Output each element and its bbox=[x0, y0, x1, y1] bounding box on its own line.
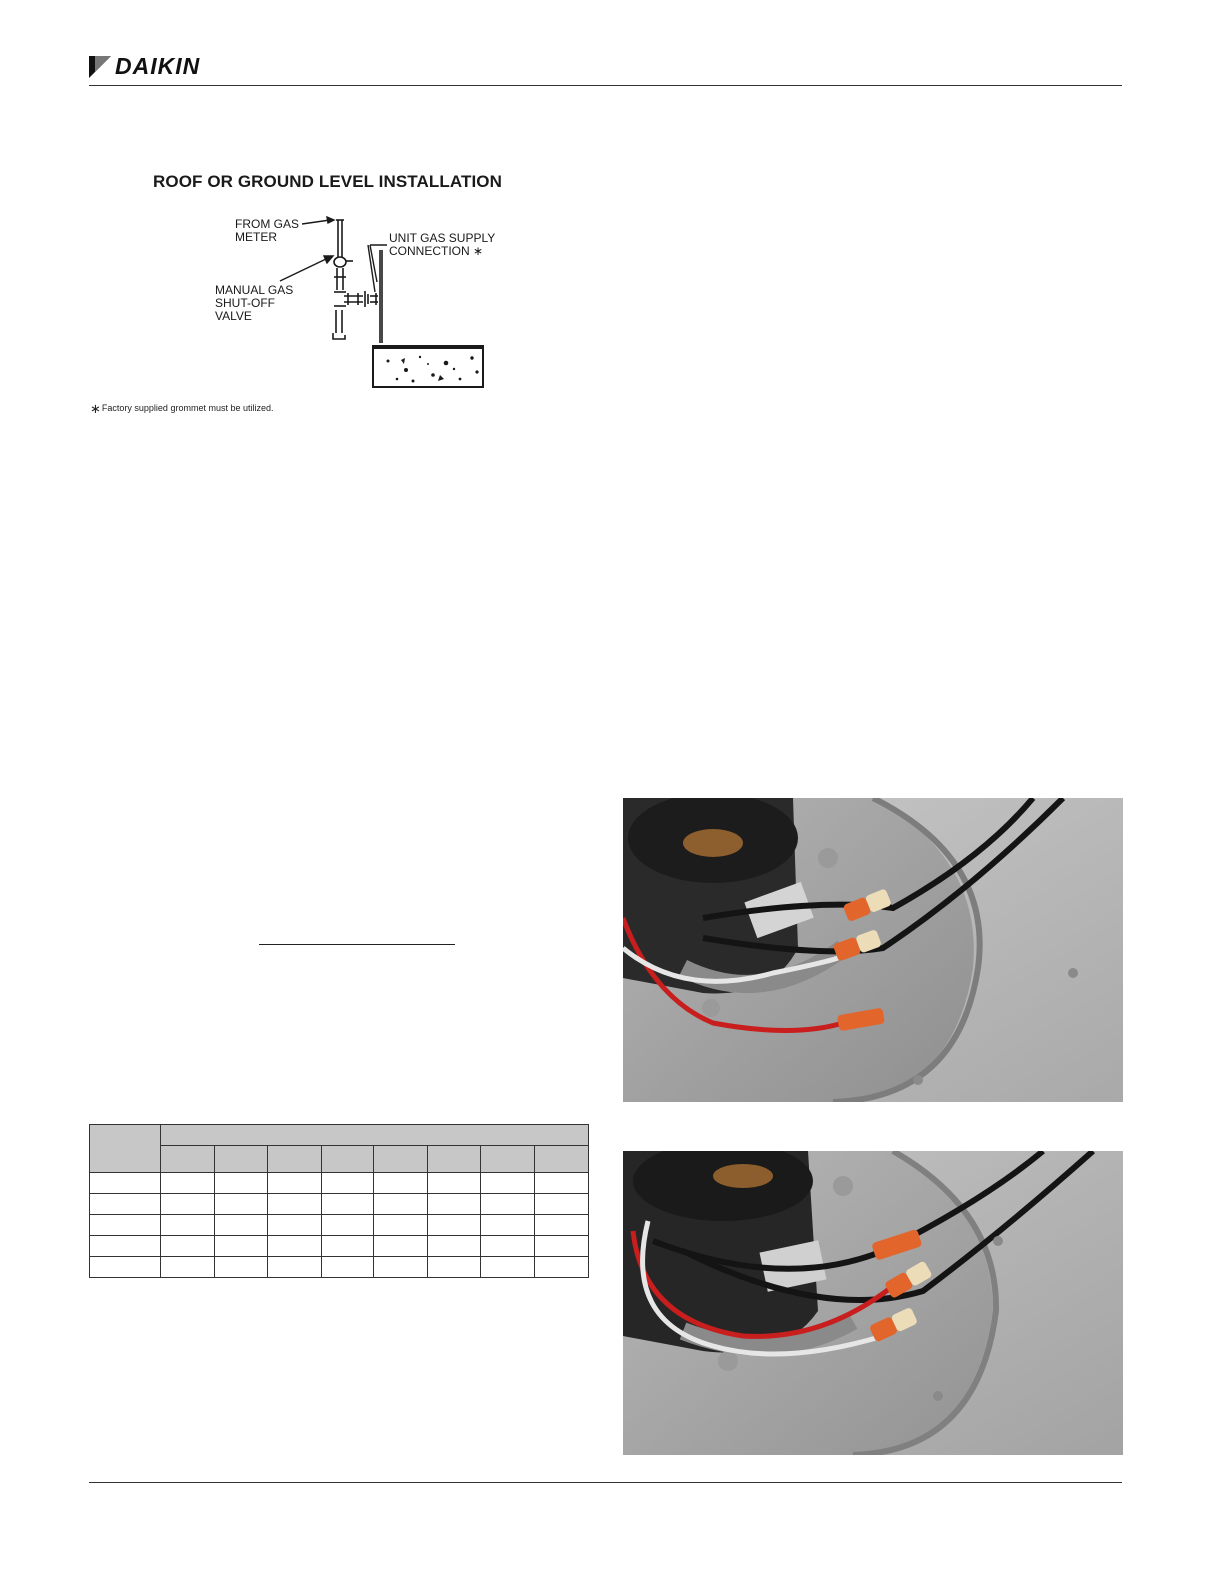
table-header-cell bbox=[160, 1125, 588, 1146]
table-header-row bbox=[90, 1125, 589, 1146]
label-from-gas-meter-line2: METER bbox=[235, 230, 277, 244]
gas-piping-diagram bbox=[88, 165, 558, 425]
table-row bbox=[90, 1257, 589, 1278]
footer-rule bbox=[89, 1482, 1122, 1483]
table-row bbox=[90, 1215, 589, 1236]
table-header-cell bbox=[214, 1146, 267, 1173]
label-unit-gas-supply-line1: UNIT GAS SUPPLY bbox=[389, 231, 496, 245]
header-rule bbox=[89, 85, 1122, 86]
label-from-gas-meter-line1: FROM GAS bbox=[235, 217, 300, 231]
table-row bbox=[90, 1236, 589, 1257]
inducer-motor-wiring-photo-1 bbox=[623, 798, 1123, 1102]
diagram-footnote bbox=[90, 401, 273, 417]
daikin-logo bbox=[89, 52, 200, 80]
table-header-cell bbox=[160, 1146, 214, 1173]
logo-text: DAIKIN bbox=[115, 52, 201, 79]
table-header-cell bbox=[267, 1146, 321, 1173]
inducer-motor-wiring-photo-2 bbox=[623, 1151, 1123, 1455]
label-manual-valve-line2: SHUT-OFF bbox=[215, 296, 275, 310]
label-unit-gas-supply-line2: CONNECTION ∗ bbox=[389, 244, 484, 258]
table-row bbox=[90, 1194, 589, 1215]
daikin-logo-mark-icon bbox=[89, 54, 111, 78]
table-header-cell bbox=[428, 1146, 481, 1173]
table-header-row bbox=[90, 1146, 589, 1173]
label-manual-valve-line3: VALVE bbox=[215, 309, 252, 323]
table-header-cell bbox=[374, 1146, 428, 1173]
footnote-marker: ∗ bbox=[90, 401, 101, 416]
table-header-cell bbox=[481, 1146, 535, 1173]
label-manual-valve-line1: MANUAL GAS bbox=[215, 283, 294, 297]
blank-underline bbox=[259, 944, 455, 945]
empty-table bbox=[89, 1124, 589, 1278]
table-header-cell bbox=[90, 1125, 161, 1173]
table-row bbox=[90, 1173, 589, 1194]
table-header-cell bbox=[321, 1146, 374, 1173]
diagram-title: ROOF OR GROUND LEVEL INSTALLATION bbox=[153, 172, 502, 191]
footnote-text: Factory supplied grommet must be utilized. bbox=[101, 403, 274, 413]
table-header-cell bbox=[535, 1146, 589, 1173]
